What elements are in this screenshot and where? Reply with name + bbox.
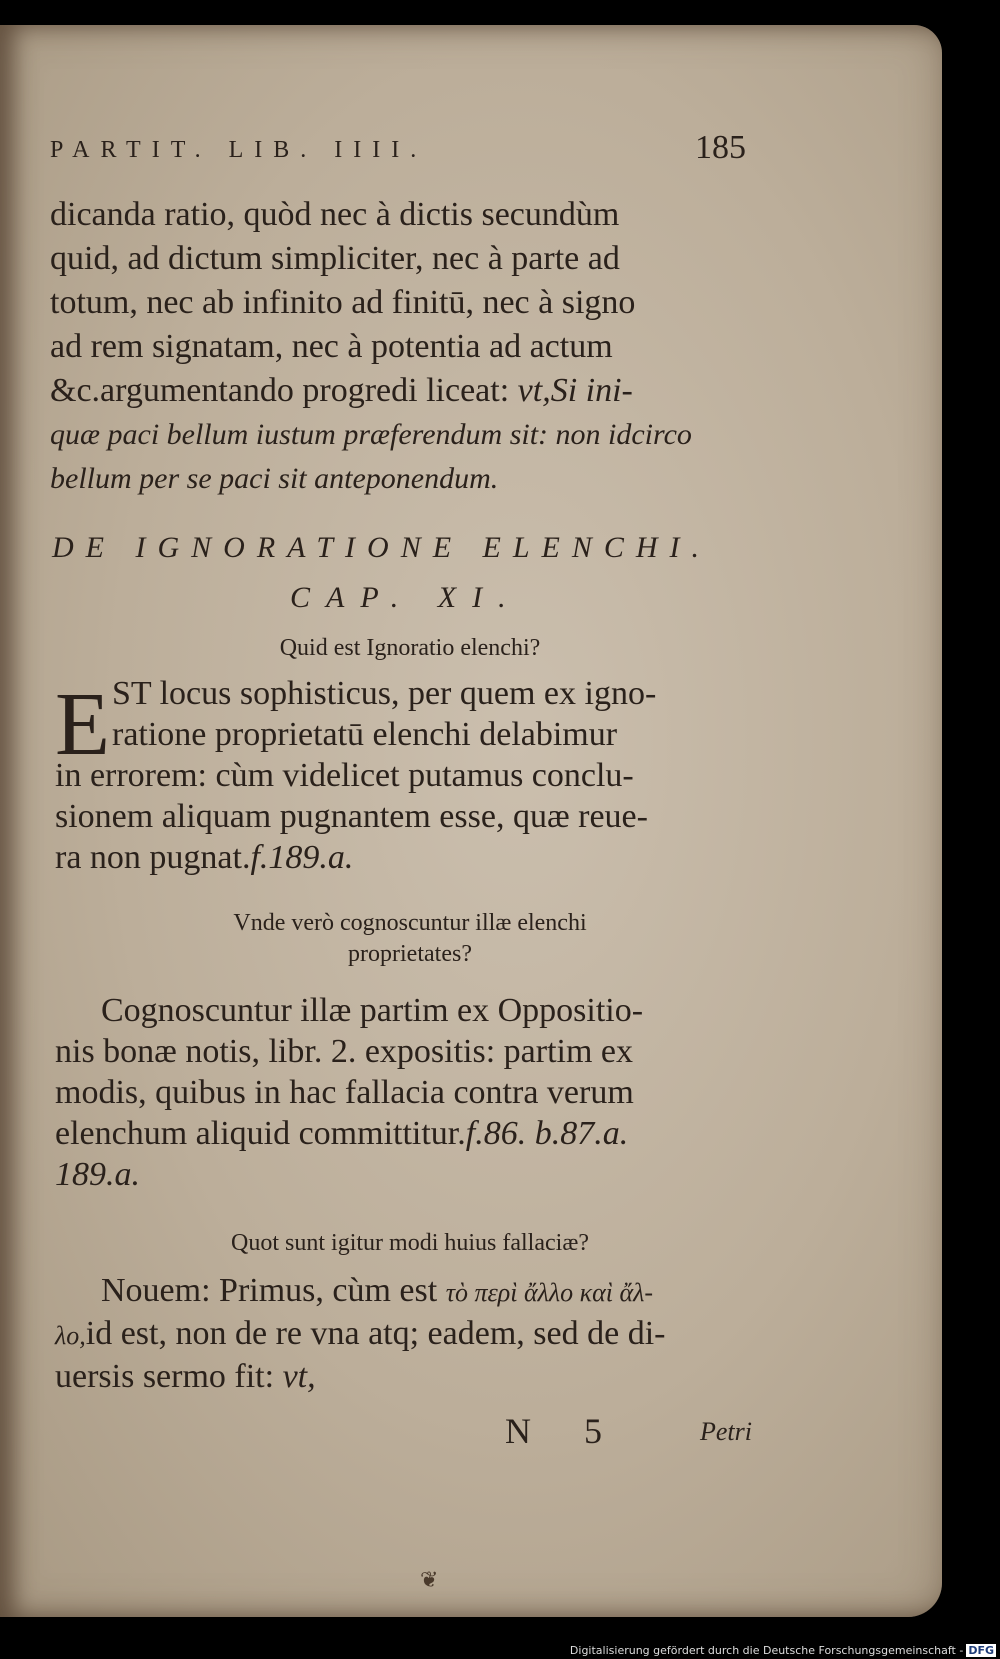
text-line: quid, ad dictum simpliciter, nec à parte ad — [50, 240, 620, 277]
text-line: Cognoscuntur illæ partim ex Oppositio- — [101, 992, 644, 1029]
text-line: dicanda ratio, quòd nec à dictis secundùm — [50, 196, 620, 233]
text-span: elenchum aliquid committitur. — [55, 1115, 466, 1152]
book-page — [0, 25, 942, 1617]
signature-mark: N 5 — [505, 1411, 624, 1451]
catchword: Petri — [700, 1417, 752, 1446]
text-line — [50, 369, 770, 413]
text-span: uersis sermo fit: — [55, 1358, 275, 1395]
answer-paragraph — [55, 990, 775, 1195]
text-span: ra non pugnat. — [55, 839, 251, 876]
question-heading: Vnde verò cognoscuntur illæ elenchi — [233, 910, 587, 936]
text-line: ad rem signatam, nec à potentia ad actum — [50, 328, 613, 365]
text-line — [55, 1313, 775, 1356]
text-line: ratione proprietatū elenchi delabimur — [112, 716, 618, 753]
answer-paragraph — [55, 1270, 775, 1397]
text-line: modis, quibus in hac fallacia contra verum — [55, 1074, 634, 1111]
ornament-icon: ❦ — [420, 1567, 439, 1592]
text-span: id est, non de re vna atq; eadem, sed de di- — [85, 1315, 666, 1352]
digitization-credit — [570, 1644, 996, 1657]
text-line — [55, 837, 775, 878]
text-line: in errorem: cùm videlicet putamus conclu- — [55, 757, 634, 794]
text-line — [55, 1113, 775, 1154]
folio-reference: f.86. b.87.a. — [465, 1115, 629, 1152]
italic-line: bellum per se paci sit anteponendum. — [50, 462, 499, 495]
text-line: sionem aliquam pugnantem esse, quæ reue- — [55, 798, 648, 835]
text-line — [55, 1356, 775, 1397]
question-heading: Quid est Ignoratio elenchi? — [279, 635, 541, 661]
folio-reference: 189.a. — [55, 1156, 140, 1193]
question-heading: Quot sunt igitur modi huius fallaciæ? — [231, 1230, 589, 1256]
text-line: ST locus sophisticus, per quem ex igno- — [112, 675, 657, 712]
text-line: totum, nec ab infinito ad finitū, nec à signo — [50, 284, 636, 321]
text-line — [55, 1270, 775, 1313]
italic-line: quæ paci bellum iustum præferendum sit: non idcirco — [50, 418, 692, 451]
opening-paragraph — [50, 193, 770, 501]
text-span: &c.argumentando progredi liceat: — [50, 372, 510, 409]
chapter-title: DE IGNORATIONE ELENCHI. — [52, 531, 712, 564]
dfg-logo: DFG — [968, 1644, 994, 1657]
text-span: Nouem: Primus, cùm est — [101, 1272, 438, 1309]
answer-paragraph — [112, 673, 772, 755]
folio-reference: f.189.a. — [250, 839, 354, 876]
text-line: nis bonæ notis, libr. 2. expositis: partim ex — [55, 1033, 633, 1070]
italic-text: vt,Si ini- — [517, 372, 633, 409]
italic-text: vt, — [282, 1358, 316, 1395]
greek-text: τὸ περὶ ἄλλο καὶ ἄλ- — [445, 1278, 654, 1307]
credit-text: Digitalisierung gefördert durch die Deutsche Forschungsgemeinschaft - — [569, 1644, 964, 1657]
answer-paragraph-cont — [55, 755, 775, 878]
running-header: PARTIT. LIB. IIII. — [50, 137, 428, 163]
greek-text: λο, — [55, 1321, 86, 1350]
chapter-number: CAP. XI. — [290, 581, 522, 614]
page-number: 185 — [695, 129, 746, 166]
drop-cap: E — [55, 675, 110, 774]
question-heading: proprietates? — [348, 941, 472, 967]
